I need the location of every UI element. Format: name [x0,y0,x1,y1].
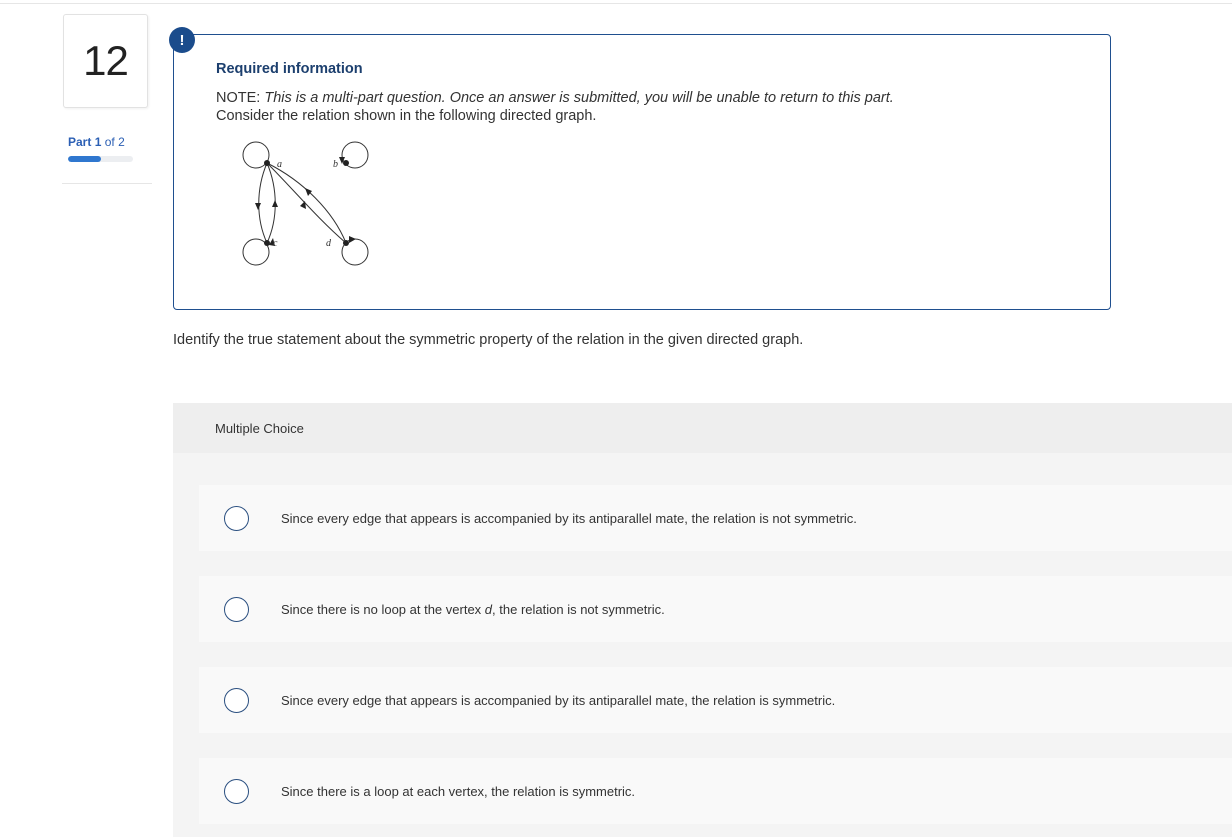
part-progress-bar [68,156,133,162]
question-text: Identify the true statement about the symmetric property of the relation in the given directed graph. [173,332,804,348]
radio-button[interactable] [224,506,249,531]
question-number-card [63,14,148,108]
part-current: 1 [94,135,102,149]
vertex-d [343,240,349,246]
vertex-b [343,160,349,166]
vertex-label-d: d [326,238,331,249]
vertex-label-c: c [273,238,278,249]
choice-option-1[interactable] [199,485,1232,551]
choice-option-4[interactable] [199,758,1232,824]
note-italic: This is a multi-part question. Once an answer is submitted, you will be unable to return to this part. [264,90,894,106]
choice-text: Since there is a loop at each vertex, the relation is symmetric. [281,783,636,799]
edge-a-d [267,163,346,243]
info-title: Required information [216,61,363,77]
choice-text-before: Since there is no loop at the vertex [281,601,485,617]
part-total: 2 [118,135,125,149]
choice-text: Since every edge that appears is accompanied by its antiparallel mate, the relation is not symmetric. [281,510,857,526]
choice-option-2[interactable] [199,576,1232,642]
multiple-choice-header [173,403,1232,453]
radio-button[interactable] [224,779,249,804]
alert-symbol: ! [179,31,185,49]
exclamation-icon [169,27,195,53]
part-indicator: Part 1 of 2 [68,135,125,149]
choice-text-var: d [484,601,493,617]
vertex-label-b: b [333,159,338,170]
required-information-box [173,31,1111,310]
note-prefix: NOTE: [216,90,261,106]
radio-button[interactable] [224,688,249,713]
multiple-choice-panel [173,403,1232,837]
choice-text [281,602,665,617]
directed-graph [238,139,378,269]
part-of: of [104,135,115,149]
arrow-a-c [255,203,261,210]
info-note [216,89,894,125]
arrow-loop-d [349,236,356,243]
choice-option-3[interactable] [199,667,1232,733]
vertex-a [264,160,270,166]
question-number: 12 [83,37,128,84]
arrow-a-d [300,201,306,209]
top-divider [0,3,1232,4]
vertex-c [264,240,270,246]
arrow-d-a [305,188,312,196]
consider-text: Consider the relation shown in the following directed graph. [216,108,597,124]
multiple-choice-label: Multiple Choice [215,421,304,436]
left-divider [62,183,152,184]
choice-text-after: , the relation is not symmetric. [492,601,665,617]
arrow-c-a [272,200,278,207]
radio-button[interactable] [224,597,249,622]
choice-text: Since every edge that appears is accompanied by its antiparallel mate, the relation is symmetric. [281,692,836,708]
vertex-label-a: a [277,159,282,170]
part-progress-fill [68,156,101,162]
